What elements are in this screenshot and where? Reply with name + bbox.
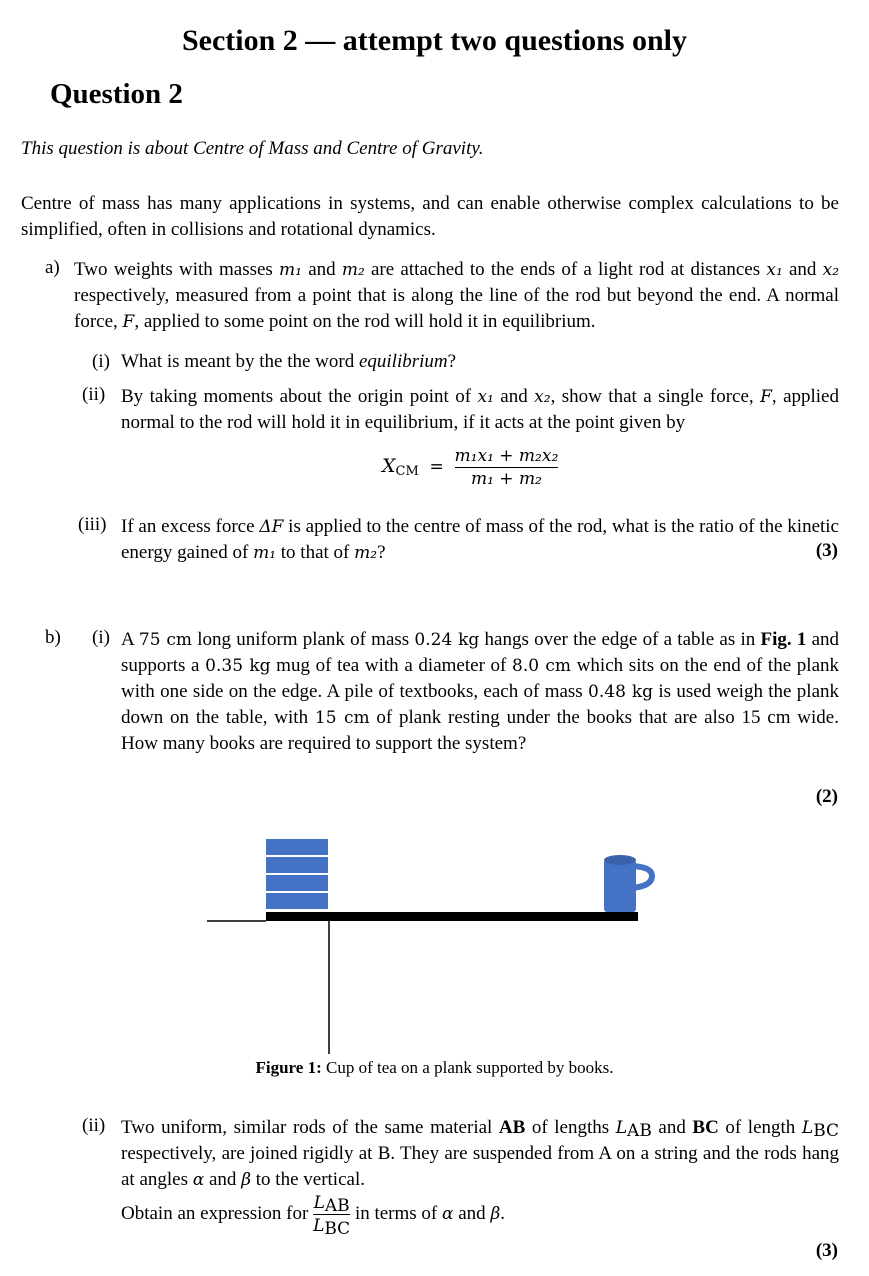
section-title: Section 2 — attempt two questions only (181, 24, 687, 57)
part-b-i-text: A 75 cm long uniform plank of mass 0.24 kg hangs over the edge of a table as in Fig. 1 and supports a 0.35 kg mug of tea with a diameter of 8.0 cm which sits on the end of the plank with one side on the edge. A pile of textbooks, each of mass 0.48 kg is used weigh the plank down on the table, with 15 cm of plank resting under the books that are also 15 cm wide. How many books are required to support the system? (121, 629, 840, 754)
question-intro: This question is about Centre of Mass and Centre of Gravity. (21, 138, 484, 159)
book (266, 893, 328, 909)
part-b-ii-expression: Obtain an expression for $\frac{L_{AB}}{L_{BC}}$ in terms of α and β. (121, 1193, 506, 1239)
formula-xcm: $X_{CM}$ = $\frac{\text{m₁x₁ + m₂x₂}}{\text{m₁ + m₂}}$ (382, 446, 559, 489)
part-b-ii-text: Two uniform, similar rods of the same material AB of lengths $L_{AB}$ and BC of length $L_{BC}$ respectively, are joined rigidly at B. They are suspended from A on a string and the rods hang at angles α and β to the vertical. (121, 1117, 840, 1190)
formula-fraction: $\frac{\text{m₁x₁ + m₂x₂}}{\text{m₁ + m₂}}$ (454, 446, 559, 489)
part-b-label: b) (45, 627, 61, 648)
book (266, 857, 328, 873)
lab-over-lbc-fraction: $\frac{L_{AB}}{L_{BC}}$ (313, 1193, 351, 1239)
part-a-ii-label: (ii) (82, 384, 106, 405)
part-a-i-text: What is meant by the the word equilibrium? (121, 351, 457, 372)
part-a-i-label: (i) (92, 351, 110, 372)
part-b-i-label: (i) (92, 627, 110, 648)
part-a-iii-label: (iii) (78, 514, 107, 535)
part-a-label: a) (45, 257, 60, 278)
figure-plank-diagram (0, 830, 869, 1060)
part-b-i-marks: (2) (815, 786, 838, 807)
figure-caption: Figure 1: Cup of tea on a plank supported by books. (255, 1058, 614, 1077)
book (266, 839, 328, 855)
part-a-iii-text: If an excess force ΔF is applied to the centre of mass of the rod, what is the ratio of the kinetic energy gained of m₁ to that of m₂? (121, 516, 839, 563)
part-b-ii-label: (ii) (82, 1115, 106, 1136)
book (266, 875, 328, 891)
intro-paragraph: Centre of mass has many applications in systems, and can enable otherwise complex calculations to be simplified, often in collisions and rotational dynamics. (21, 193, 839, 240)
part-a-ii-text: By taking moments about the origin point of x₁ and x₂, show that a single force, F, applied normal to the rod will hold it in equilibrium, if it acts at the point given by (121, 386, 839, 433)
books-stack (266, 839, 328, 909)
part-b-ii-marks: (3) (815, 1240, 838, 1261)
mug-icon (604, 855, 652, 912)
part-a-text: Two weights with masses m₁ and m₂ are attached to the ends of a light rod at distances x₁ and x₂ respectively, measured from a point that is along the line of the rod but beyond the end. A normal force, F, applied to some point on the rod will hold it in equilibrium. (74, 259, 840, 332)
question-title: Question 2 (50, 78, 183, 110)
part-a-marks: (3) (815, 540, 838, 561)
plank (266, 912, 638, 921)
